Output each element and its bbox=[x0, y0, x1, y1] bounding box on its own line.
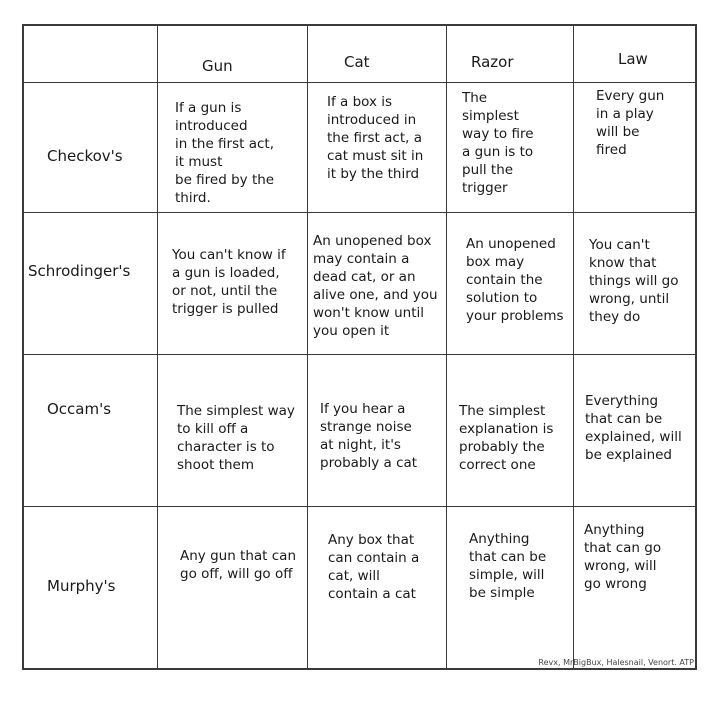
grid-line bbox=[573, 24, 574, 670]
cell-murphys-law: Anything that can go wrong, will go wrong bbox=[584, 522, 662, 592]
cell-checkovs-gun: If a gun is introduced in the first act, it must be fired by the third. bbox=[175, 100, 275, 206]
cell-occams-razor: The simplest explanation is probably the correct one bbox=[459, 403, 554, 473]
row-header-occams: Occam's bbox=[47, 400, 112, 418]
cell-murphys-razor: Anything that can be simple, will be simple bbox=[469, 531, 547, 601]
grid-line bbox=[446, 24, 447, 670]
cell-checkovs-razor: The simplest way to fire a gun is to pull the trigger bbox=[462, 90, 534, 196]
column-header-cat: Cat bbox=[344, 53, 370, 71]
grid-line bbox=[22, 82, 696, 83]
column-header-gun: Gun bbox=[202, 57, 233, 75]
cell-occams-gun: The simplest way to kill off a character is to shoot them bbox=[177, 403, 295, 473]
cell-murphys-gun: Any gun that can go off, will go off bbox=[180, 548, 297, 582]
cell-checkovs-law: Every gun in a play will be fired bbox=[596, 88, 665, 158]
credit-text: Revx, MrBigBux, Halesnail, Venort. ATP bbox=[538, 658, 694, 667]
cell-checkovs-cat: If a box is introduced in the first act, a cat must sit in it by the third bbox=[327, 94, 424, 182]
grid-line bbox=[22, 24, 24, 670]
grid-line bbox=[22, 506, 696, 507]
grid-line bbox=[695, 24, 697, 670]
cell-schrodingers-cat: An unopened box may contain a dead cat, or an alive one, and you won't know until you open it bbox=[313, 233, 438, 339]
grid-line bbox=[22, 354, 696, 355]
grid-line bbox=[22, 668, 696, 670]
cell-murphys-cat: Any box that can contain a cat, will contain a cat bbox=[328, 532, 420, 602]
cell-occams-cat: If you hear a strange noise at night, it's probably a cat bbox=[320, 401, 418, 471]
grid-line bbox=[157, 24, 158, 670]
column-header-razor: Razor bbox=[471, 53, 514, 71]
column-header-law: Law bbox=[618, 50, 648, 68]
cell-occams-law: Everything that can be explained, will be explained bbox=[585, 393, 682, 463]
grid-line bbox=[22, 212, 696, 213]
row-header-checkovs: Checkov's bbox=[47, 147, 123, 165]
grid-line bbox=[307, 24, 308, 670]
row-header-murphys: Murphy's bbox=[47, 577, 116, 595]
grid-line bbox=[22, 24, 696, 26]
cell-schrodingers-razor: An unopened box may contain the solution to your problems bbox=[466, 236, 564, 324]
row-header-schrodingers: Schrodinger's bbox=[28, 262, 131, 280]
cell-schrodingers-gun: You can't know if a gun is loaded, or not, until the trigger is pulled bbox=[172, 247, 286, 317]
cell-schrodingers-law: You can't know that things will go wrong, until they do bbox=[589, 237, 679, 325]
